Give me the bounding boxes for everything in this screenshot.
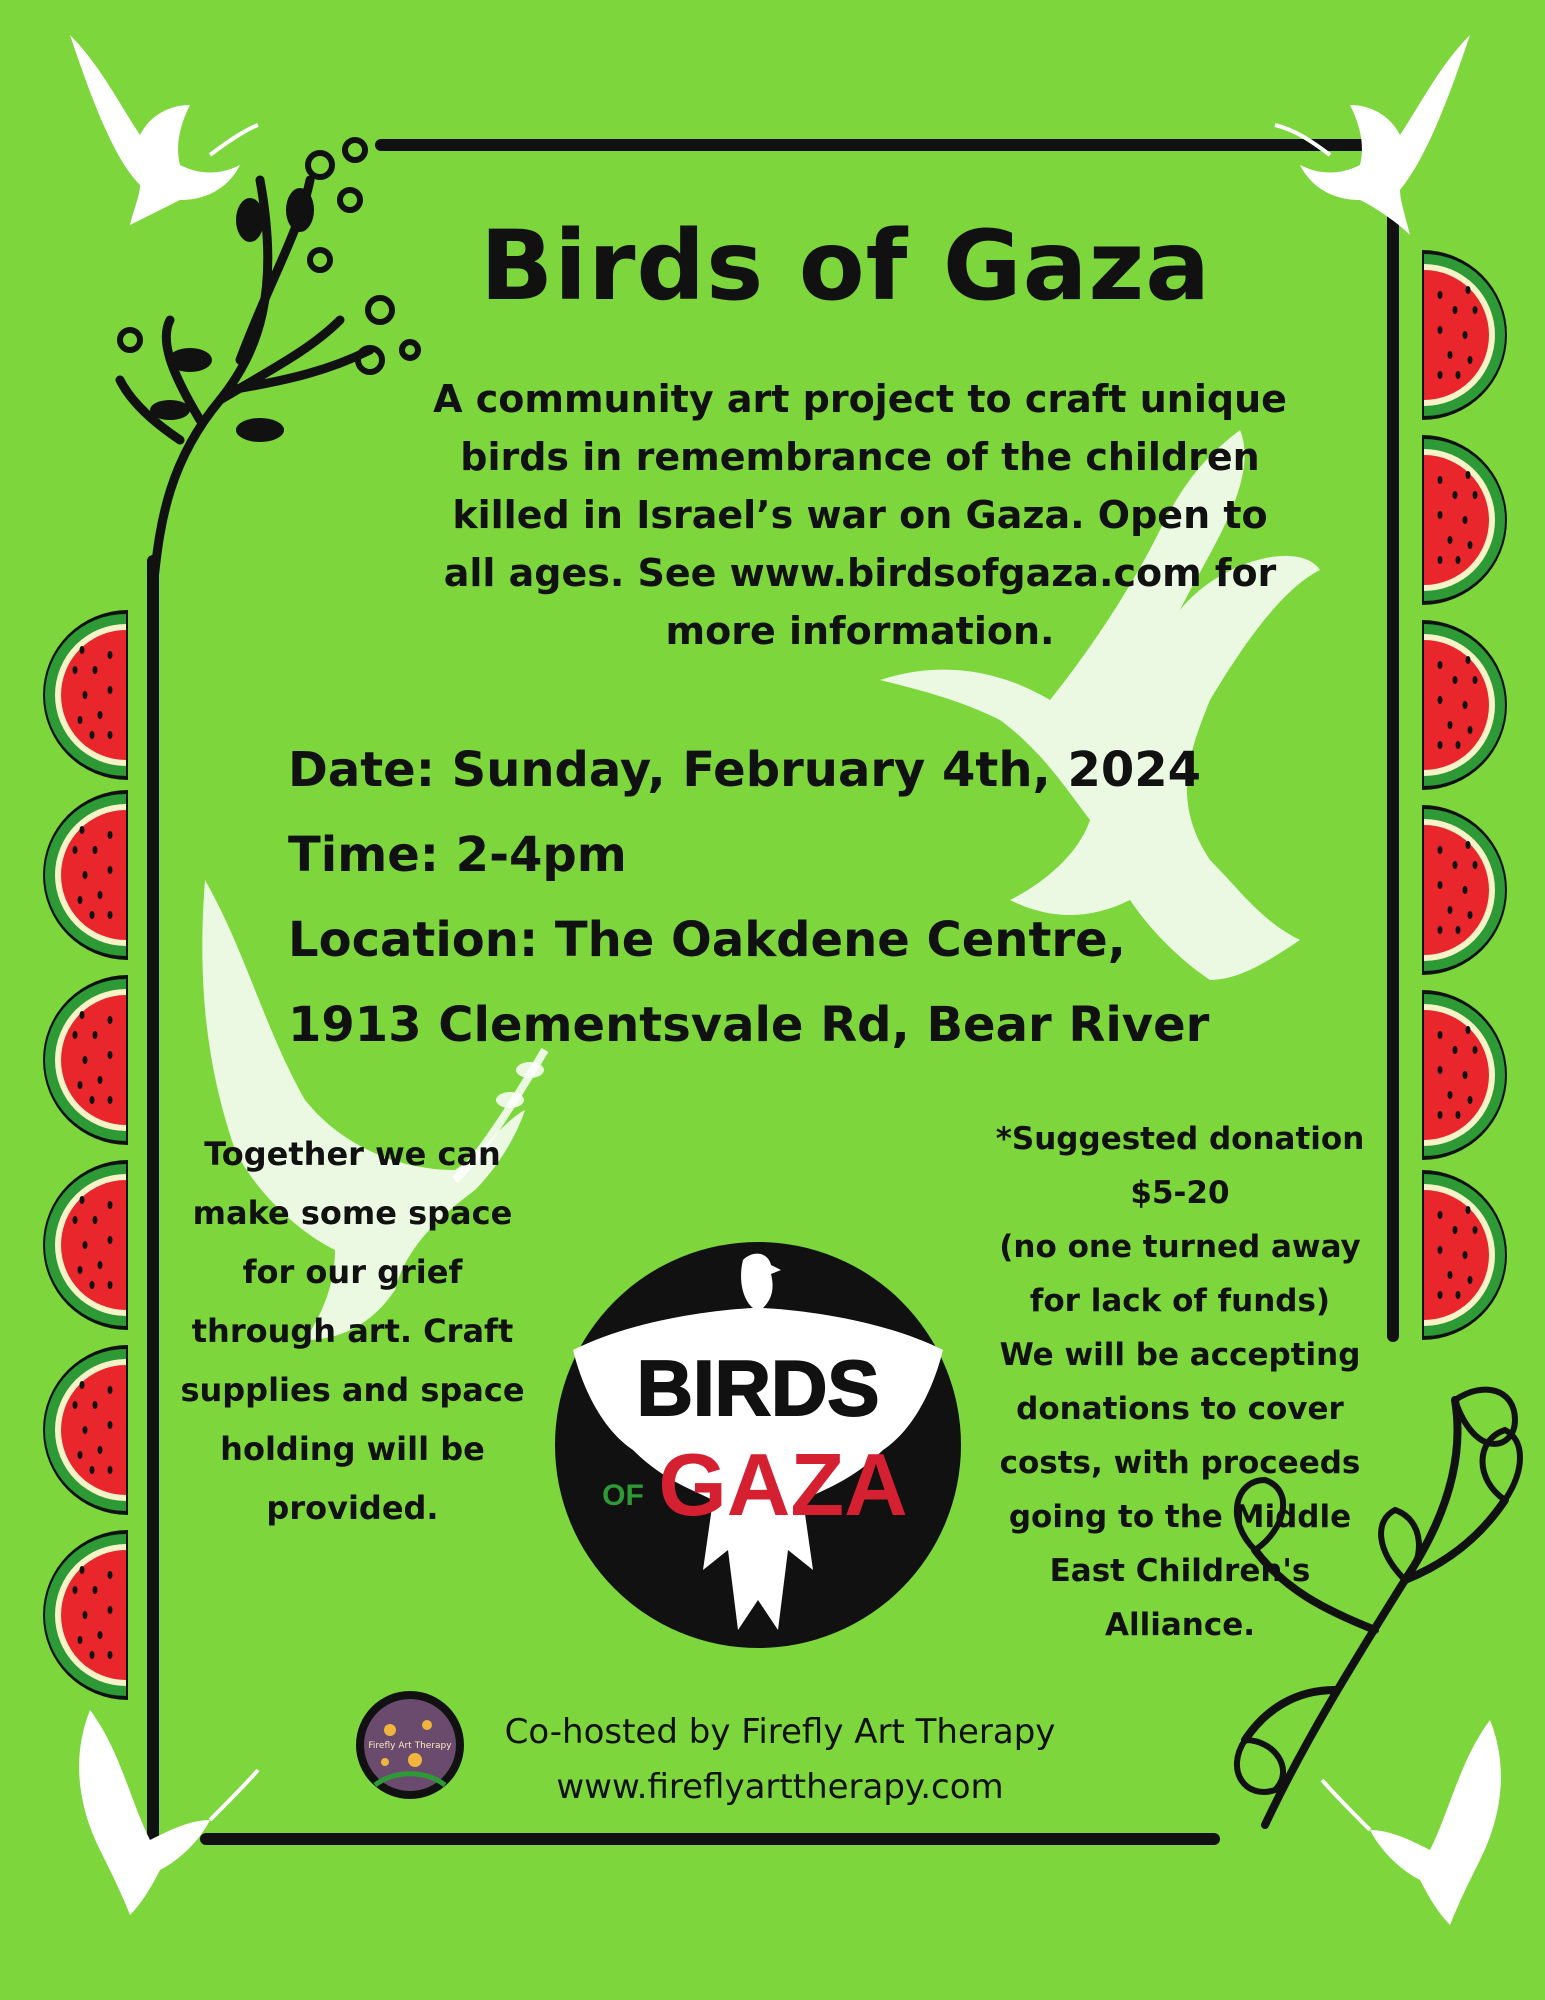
grief-line: supplies and space xyxy=(180,1371,525,1409)
grief-line: provided. xyxy=(266,1489,439,1527)
frame-left-line xyxy=(147,555,159,1845)
firefly-art-therapy-badge xyxy=(355,1690,465,1800)
intro-line: killed in Israel’s war on Gaza. Open to xyxy=(452,493,1268,537)
event-time: Time: 2-4pm xyxy=(288,827,627,883)
dove-top-right-icon xyxy=(1270,25,1480,245)
logo-birds-text: BIRDS xyxy=(636,1344,880,1432)
cohost-line: Co-hosted by Firefly Art Therapy xyxy=(504,1712,1056,1752)
watermelon-slice-icon xyxy=(30,975,130,1145)
event-date: Date: Sunday, February 4th, 2024 xyxy=(288,742,1202,798)
donation-info xyxy=(980,1112,1380,1652)
watermelon-slice-icon xyxy=(30,1530,130,1700)
donation-line: costs, with proceeds xyxy=(999,1445,1361,1481)
grief-line: through art. Craft xyxy=(191,1312,514,1350)
donation-line: East Children's xyxy=(1049,1553,1311,1589)
donation-line: $5-20 xyxy=(1130,1175,1230,1211)
frame-right-line xyxy=(1387,160,1399,1342)
page-title: Birds of Gaza xyxy=(480,210,1212,322)
birds-of-gaza-logo xyxy=(553,1240,963,1650)
cohost-website-link[interactable]: www.fireflyarttherapy.com xyxy=(556,1767,1004,1807)
watermelon-slice-icon xyxy=(1420,990,1520,1160)
intro-line: A community art project to craft unique xyxy=(433,377,1287,421)
event-location: Location: The Oakdene Centre, xyxy=(288,912,1126,968)
donation-line: *Suggested donation xyxy=(995,1121,1365,1157)
event-address: 1913 Clementsvale Rd, Bear River xyxy=(288,997,1210,1053)
watermelon-slice-icon xyxy=(1420,435,1520,605)
intro-line: birds in remembrance of the children xyxy=(460,435,1260,479)
watermelon-slice-icon xyxy=(30,610,130,780)
branch-top-left-illustration xyxy=(110,120,430,590)
badge-text: Firefly Art Therapy xyxy=(368,1741,452,1751)
donation-line: for lack of funds) xyxy=(1029,1283,1331,1319)
grief-line: for our grief xyxy=(242,1253,463,1291)
cohost-info xyxy=(490,1705,1070,1815)
grief-line: make some space xyxy=(192,1194,513,1232)
donation-line: donations to cover xyxy=(1016,1391,1344,1427)
watermelon-slice-icon xyxy=(1420,620,1520,790)
grief-message xyxy=(165,1125,540,1538)
watermelon-slice-icon xyxy=(1420,1170,1520,1340)
watermelon-slice-icon xyxy=(1420,805,1520,975)
grief-line: Together we can xyxy=(204,1135,501,1173)
watermelon-slice-icon xyxy=(30,1345,130,1515)
donation-line: We will be accepting xyxy=(999,1337,1361,1373)
intro-line: more information. xyxy=(665,609,1055,653)
dove-bottom-left-icon xyxy=(60,1690,260,1920)
logo-gaza-text: GAZA xyxy=(658,1435,908,1534)
grief-line: holding will be xyxy=(220,1430,485,1468)
frame-bottom-line xyxy=(200,1833,1220,1845)
donation-line: Alliance. xyxy=(1104,1607,1256,1643)
watermelon-slice-icon xyxy=(1420,250,1520,420)
watermelon-slice-icon xyxy=(30,1160,130,1330)
donation-line: (no one turned away xyxy=(999,1229,1361,1265)
frame-top-line xyxy=(375,139,1387,151)
intro-paragraph xyxy=(400,370,1320,660)
donation-line: going to the Middle xyxy=(1008,1499,1352,1535)
logo-of-text: OF xyxy=(602,1479,644,1512)
watermelon-slice-icon xyxy=(30,790,130,960)
intro-line: all ages. See www.birdsofgaza.com for xyxy=(443,551,1277,595)
